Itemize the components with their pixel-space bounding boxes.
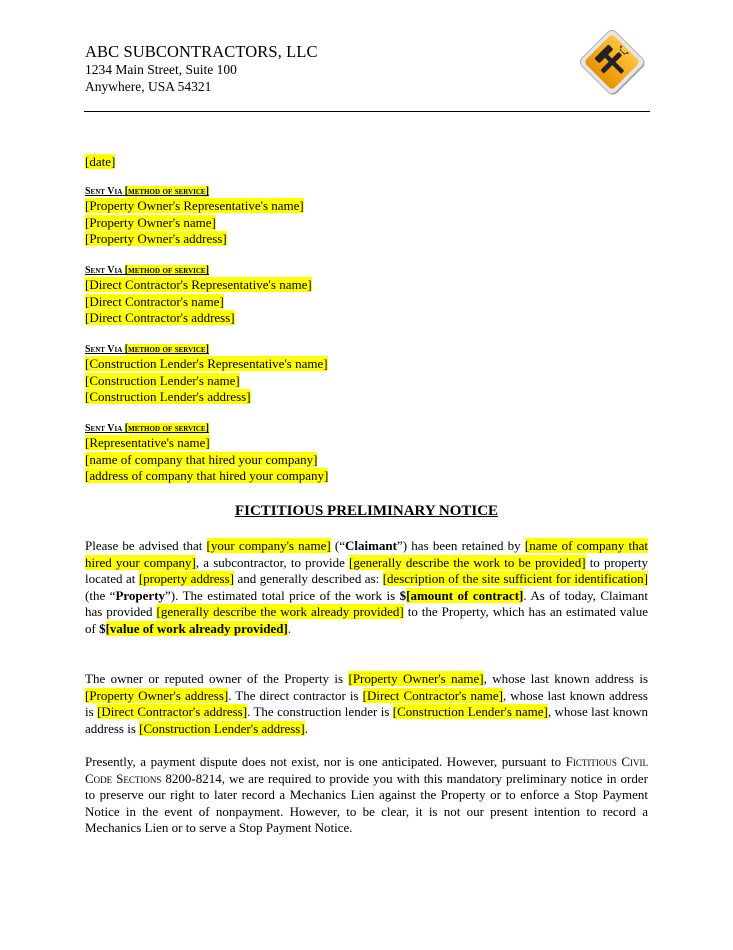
placeholder-lender-address: [Construction Lender's address] xyxy=(139,720,305,736)
placeholder-owner-name: [Property Owner's name] xyxy=(348,671,484,686)
recipient-line: [address of company that hired your company] xyxy=(85,468,329,483)
text-run: ”). The estimated total price of the work is xyxy=(165,587,400,603)
paragraph-dispute xyxy=(85,754,648,837)
sent-via-label: Sent Via xyxy=(85,265,123,276)
recipient-line: [Construction Lender's name] xyxy=(85,372,240,388)
sent-via-line xyxy=(85,343,328,356)
text-run: , a subcontractor, to provide xyxy=(195,554,350,570)
placeholder-work-provided: [generally describe the work already provided] xyxy=(156,604,404,620)
placeholder-lender-name: [Construction Lender's name] xyxy=(392,704,548,720)
sent-via-line xyxy=(85,422,328,435)
placeholder-hiring-company: [name of company that hired your company] xyxy=(85,538,648,570)
company-address-line2: Anywhere, USA 54321 xyxy=(85,79,212,94)
defined-term-claimant: Claimant xyxy=(344,538,397,553)
placeholder-company-name: [your company's name] xyxy=(206,538,331,553)
sent-via-line xyxy=(85,264,312,277)
placeholder-owner-address: [Property Owner's address] xyxy=(85,687,229,703)
company-name: ABC SUBCONTRACTORS, LLC xyxy=(85,42,318,61)
placeholder-work-description: [generally describe the work to be provided] xyxy=(349,554,586,570)
placeholder-work-value: [value of work already provided] xyxy=(105,620,288,636)
text-run: . As of today, Claimant has provided xyxy=(85,587,648,620)
dollar-sign: $ xyxy=(99,620,106,636)
text-run: to property located at xyxy=(85,554,649,587)
method-of-service: [method of service] xyxy=(124,423,209,434)
hammer-wrench-warning-sign-icon xyxy=(576,26,650,100)
text-run: . xyxy=(287,620,292,636)
method-of-service: [method of service] xyxy=(124,344,209,355)
text-run: Presently, a payment dispute does not exist, nor is one anticipated. However, pursuant to xyxy=(85,754,566,769)
notice-title-text: FICTITIOUS PRELIMINARY NOTICE xyxy=(234,503,499,519)
text-run: . The construction lender is xyxy=(247,704,393,720)
sent-via-label: Sent Via xyxy=(85,423,123,434)
text-run: ”) has been retained by xyxy=(396,538,525,553)
recipient-line: [Direct Contractor's address] xyxy=(85,310,235,325)
text-run: , whose last known address is xyxy=(483,671,649,686)
sent-via-line xyxy=(85,185,304,198)
text-run: Please be advised that xyxy=(85,538,207,553)
code-section-reference: Fictitious Civil Code Sections 8200-8214 xyxy=(85,754,649,786)
text-run: , whose last known address is xyxy=(85,687,648,720)
recipient-line: [Property Owner's address] xyxy=(85,231,227,246)
method-of-service: [method of service] xyxy=(124,265,209,276)
placeholder-contract-amount: [amount of contract] xyxy=(406,587,524,603)
placeholder-property-address: [property address] xyxy=(138,571,234,587)
recipient-line: [name of company that hired your company] xyxy=(85,451,318,467)
text-run: . xyxy=(304,720,308,736)
recipient-line: [Direct Contractor's Representative's name] xyxy=(85,277,312,292)
dollar-sign: $ xyxy=(399,587,407,603)
recipient-block-property-owner xyxy=(85,185,304,248)
notice-title xyxy=(0,503,733,520)
recipient-line: [Construction Lender's Representative's name] xyxy=(85,356,328,371)
date-placeholder: [date] xyxy=(85,154,116,169)
recipient-block-construction-lender xyxy=(85,343,328,406)
text-run: to the Property, which has an estimated value of xyxy=(85,604,648,636)
placeholder-contractor-name: [Direct Contractor's name] xyxy=(362,687,503,703)
placeholder-contractor-address: [Direct Contractor's address] xyxy=(97,704,248,720)
text-run: , whose last known address is xyxy=(85,704,648,736)
paragraph-claimant xyxy=(85,538,648,638)
text-run: . The direct contractor is xyxy=(228,687,363,703)
text-run: , we are required to provide you with this mandatory preliminary notice in order to preserve our right to later record a Mechanics Lien against the Property or to enforce a Stop Payment Notice in the event of nonpayment. However, to be clear, it is not our present intention to record a Mechanics Lien or to serve a Stop Payment Notice. xyxy=(85,770,648,836)
paragraph-parties xyxy=(85,671,648,737)
recipient-line: [Representative's name] xyxy=(85,435,210,450)
text-run: and generally described as: xyxy=(234,571,383,587)
text-run: The owner or reputed owner of the Property is xyxy=(85,671,349,686)
text-run: (“ xyxy=(330,538,345,553)
header-divider xyxy=(84,111,650,112)
recipient-line: [Direct Contractor's name] xyxy=(85,293,224,309)
letterhead xyxy=(85,42,318,95)
recipient-line: [Construction Lender's address] xyxy=(85,389,251,404)
sent-via-label: Sent Via xyxy=(85,186,123,197)
placeholder-site-description: [description of the site sufficient for identification] xyxy=(382,571,648,587)
recipient-block-direct-contractor xyxy=(85,264,312,327)
text-run: (the “ xyxy=(85,587,116,603)
company-address-line1: 1234 Main Street, Suite 100 xyxy=(85,62,237,77)
method-of-service: [method of service] xyxy=(124,186,209,197)
defined-term-property: Property xyxy=(115,587,166,603)
sent-via-label: Sent Via xyxy=(85,344,123,355)
recipient-block-hiring-company xyxy=(85,422,328,485)
recipient-line: [Property Owner's Representative's name] xyxy=(85,198,304,213)
recipient-line: [Property Owner's name] xyxy=(85,214,216,230)
date-line xyxy=(85,154,115,171)
